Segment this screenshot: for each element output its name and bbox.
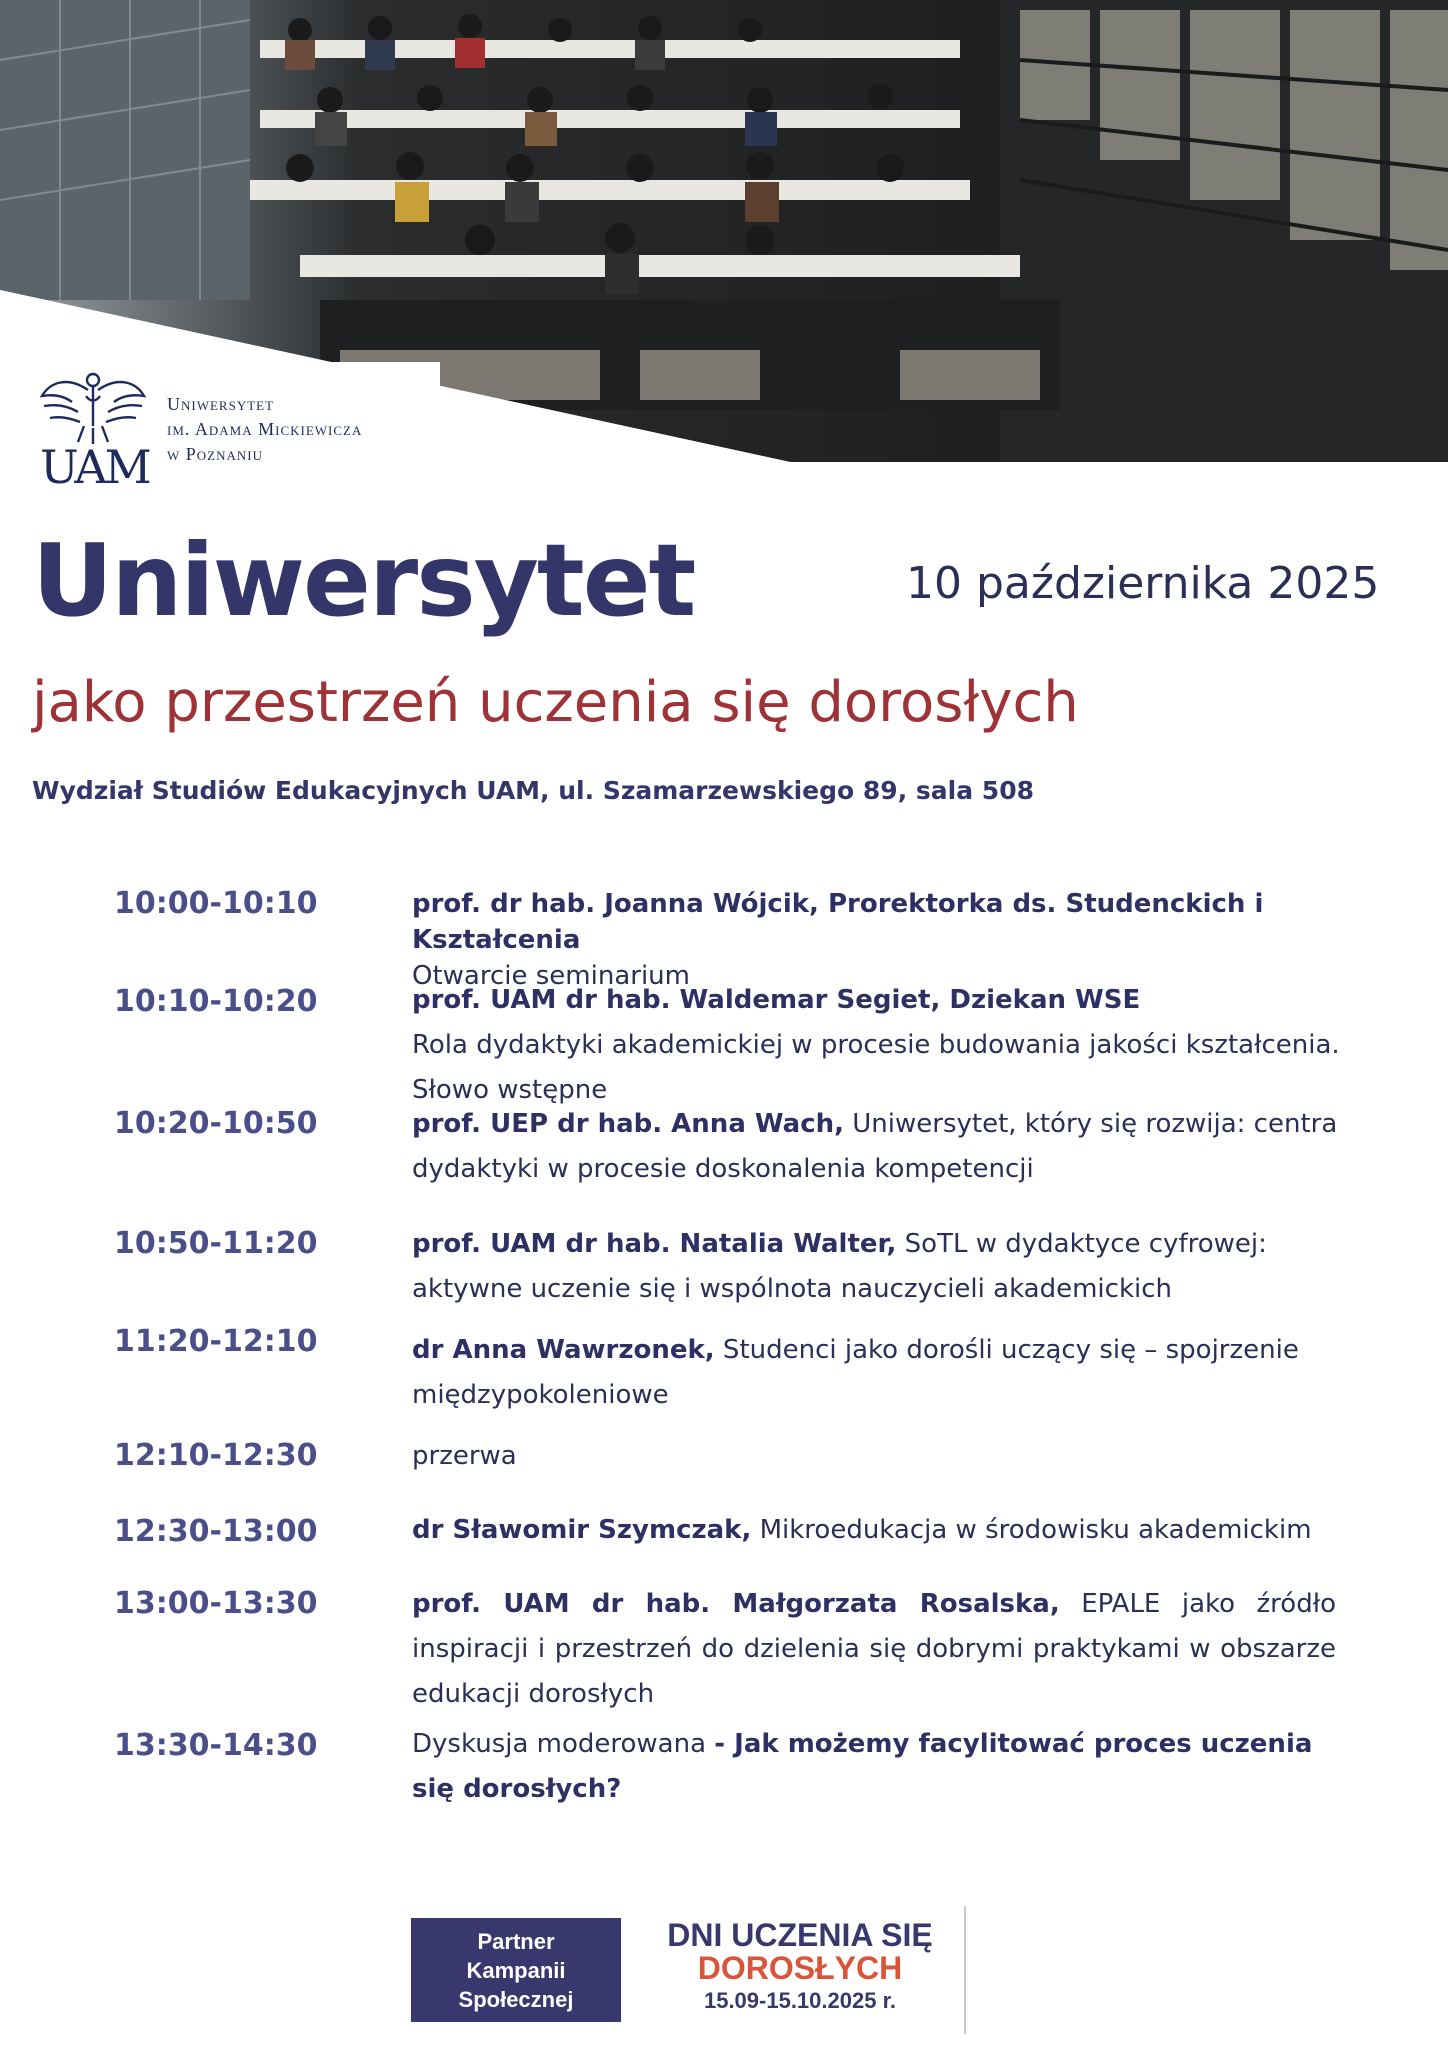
eagle-emblem-icon <box>38 366 148 446</box>
logo-university-name <box>167 392 362 467</box>
agenda-time: 13:30-14:30 <box>114 1728 318 1763</box>
agenda-speaker: dr Anna Wawrzonek, <box>412 1335 715 1365</box>
partner-line-2: Kampanii <box>466 1957 566 1983</box>
agenda-speaker: dr Sławomir Szymczak, <box>412 1515 752 1545</box>
agenda-time: 10:50-11:20 <box>114 1226 318 1261</box>
logo-mark: UAM <box>40 440 149 494</box>
campaign-title-line-1: DNI UCZENIA SIĘ <box>667 1917 933 1953</box>
agenda-topic: przerwa <box>412 1441 517 1471</box>
agenda-topic: Mikroedukacja w środowisku akademickim <box>751 1515 1312 1545</box>
agenda-description <box>412 1722 1352 1812</box>
agenda-time: 12:30-13:00 <box>114 1514 318 1549</box>
campaign-dates: 15.09-15.10.2025 r. <box>703 1988 897 2013</box>
agenda-description <box>412 1222 1382 1312</box>
agenda-time: 10:00-10:10 <box>114 886 318 921</box>
logo-line-3: w Poznaniu <box>167 444 263 464</box>
agenda-speaker: prof. dr hab. Joanna Wójcik, Prorektorka ds. Studenckich i Kształcenia <box>412 889 1264 955</box>
event-date: 10 października 2025 <box>906 558 1380 609</box>
agenda-description <box>412 1582 1336 1717</box>
agenda-topic: Uniwersytet, który się rozwija: centra dydaktyki w procesie doskonalenia kompetencji <box>412 1109 1338 1184</box>
agenda-speaker: prof. UAM dr hab. Natalia Walter, <box>412 1229 897 1259</box>
agenda-topic: SoTL w dydaktyce cyfrowej: aktywne uczenie się i wspólnota nauczycieli akademickich <box>412 1229 1267 1304</box>
partner-line-3: Społecznej <box>458 1986 574 2012</box>
agenda-speaker: prof. UEP dr hab. Anna Wach, <box>412 1109 845 1139</box>
campaign-partner-badge[interactable] <box>411 1918 621 2022</box>
footer-divider <box>964 1906 966 2034</box>
agenda-time: 10:20-10:50 <box>114 1106 318 1141</box>
agenda-time: 13:00-13:30 <box>114 1586 318 1621</box>
logo-line-1: Uniwersytet <box>167 394 275 414</box>
page-subtitle: jako przestrzeń uczenia się dorosłych <box>32 670 1079 735</box>
venue-address: Wydział Studiów Edukacyjnych UAM, ul. Szamarzewskiego 89, sala 508 <box>32 776 1034 805</box>
agenda-topic: Studenci jako dorośli uczący się – spojrzenie międzypokoleniowe <box>412 1335 1299 1410</box>
uam-logo[interactable] <box>14 362 440 494</box>
logo-line-2: im. Adama Mickiewicza <box>167 419 363 439</box>
agenda-time: 10:10-10:20 <box>114 984 318 1019</box>
agenda-topic: EPALE jako źródło inspiracji i przestrzeń do dzielenia się dobrymi praktykami w obszarze edukacji dorosłych <box>412 1589 1336 1709</box>
agenda-description <box>412 1508 1382 1553</box>
agenda-speaker: prof. UAM dr hab. Małgorzata Rosalska, <box>412 1589 1060 1619</box>
agenda-discussion-topic: - Jak możemy facylitować proces uczenia się dorosłych? <box>412 1729 1313 1804</box>
agenda-description <box>412 1434 1382 1479</box>
campaign-logo[interactable] <box>650 1918 950 2028</box>
agenda-speaker: prof. UAM dr hab. Waldemar Segiet, Dziekan WSE <box>412 985 1141 1015</box>
agenda-description <box>412 978 1382 1113</box>
agenda-prefix: Dyskusja moderowana <box>412 1729 715 1759</box>
agenda-topic: Otwarcie seminarium <box>412 961 690 991</box>
agenda-time: 12:10-12:30 <box>114 1438 318 1473</box>
agenda-description <box>412 1102 1382 1192</box>
page-title: Uniwersytet <box>32 522 695 639</box>
agenda-time: 11:20-12:10 <box>114 1324 318 1359</box>
agenda-topic: Rola dydaktyki akademickiej w procesie budowania jakości kształcenia. Słowo wstępne <box>412 1030 1340 1105</box>
campaign-title-line-2: DOROSŁYCH <box>697 1950 903 1986</box>
agenda-description <box>412 1328 1382 1418</box>
partner-line-1: Partner <box>477 1928 555 1954</box>
